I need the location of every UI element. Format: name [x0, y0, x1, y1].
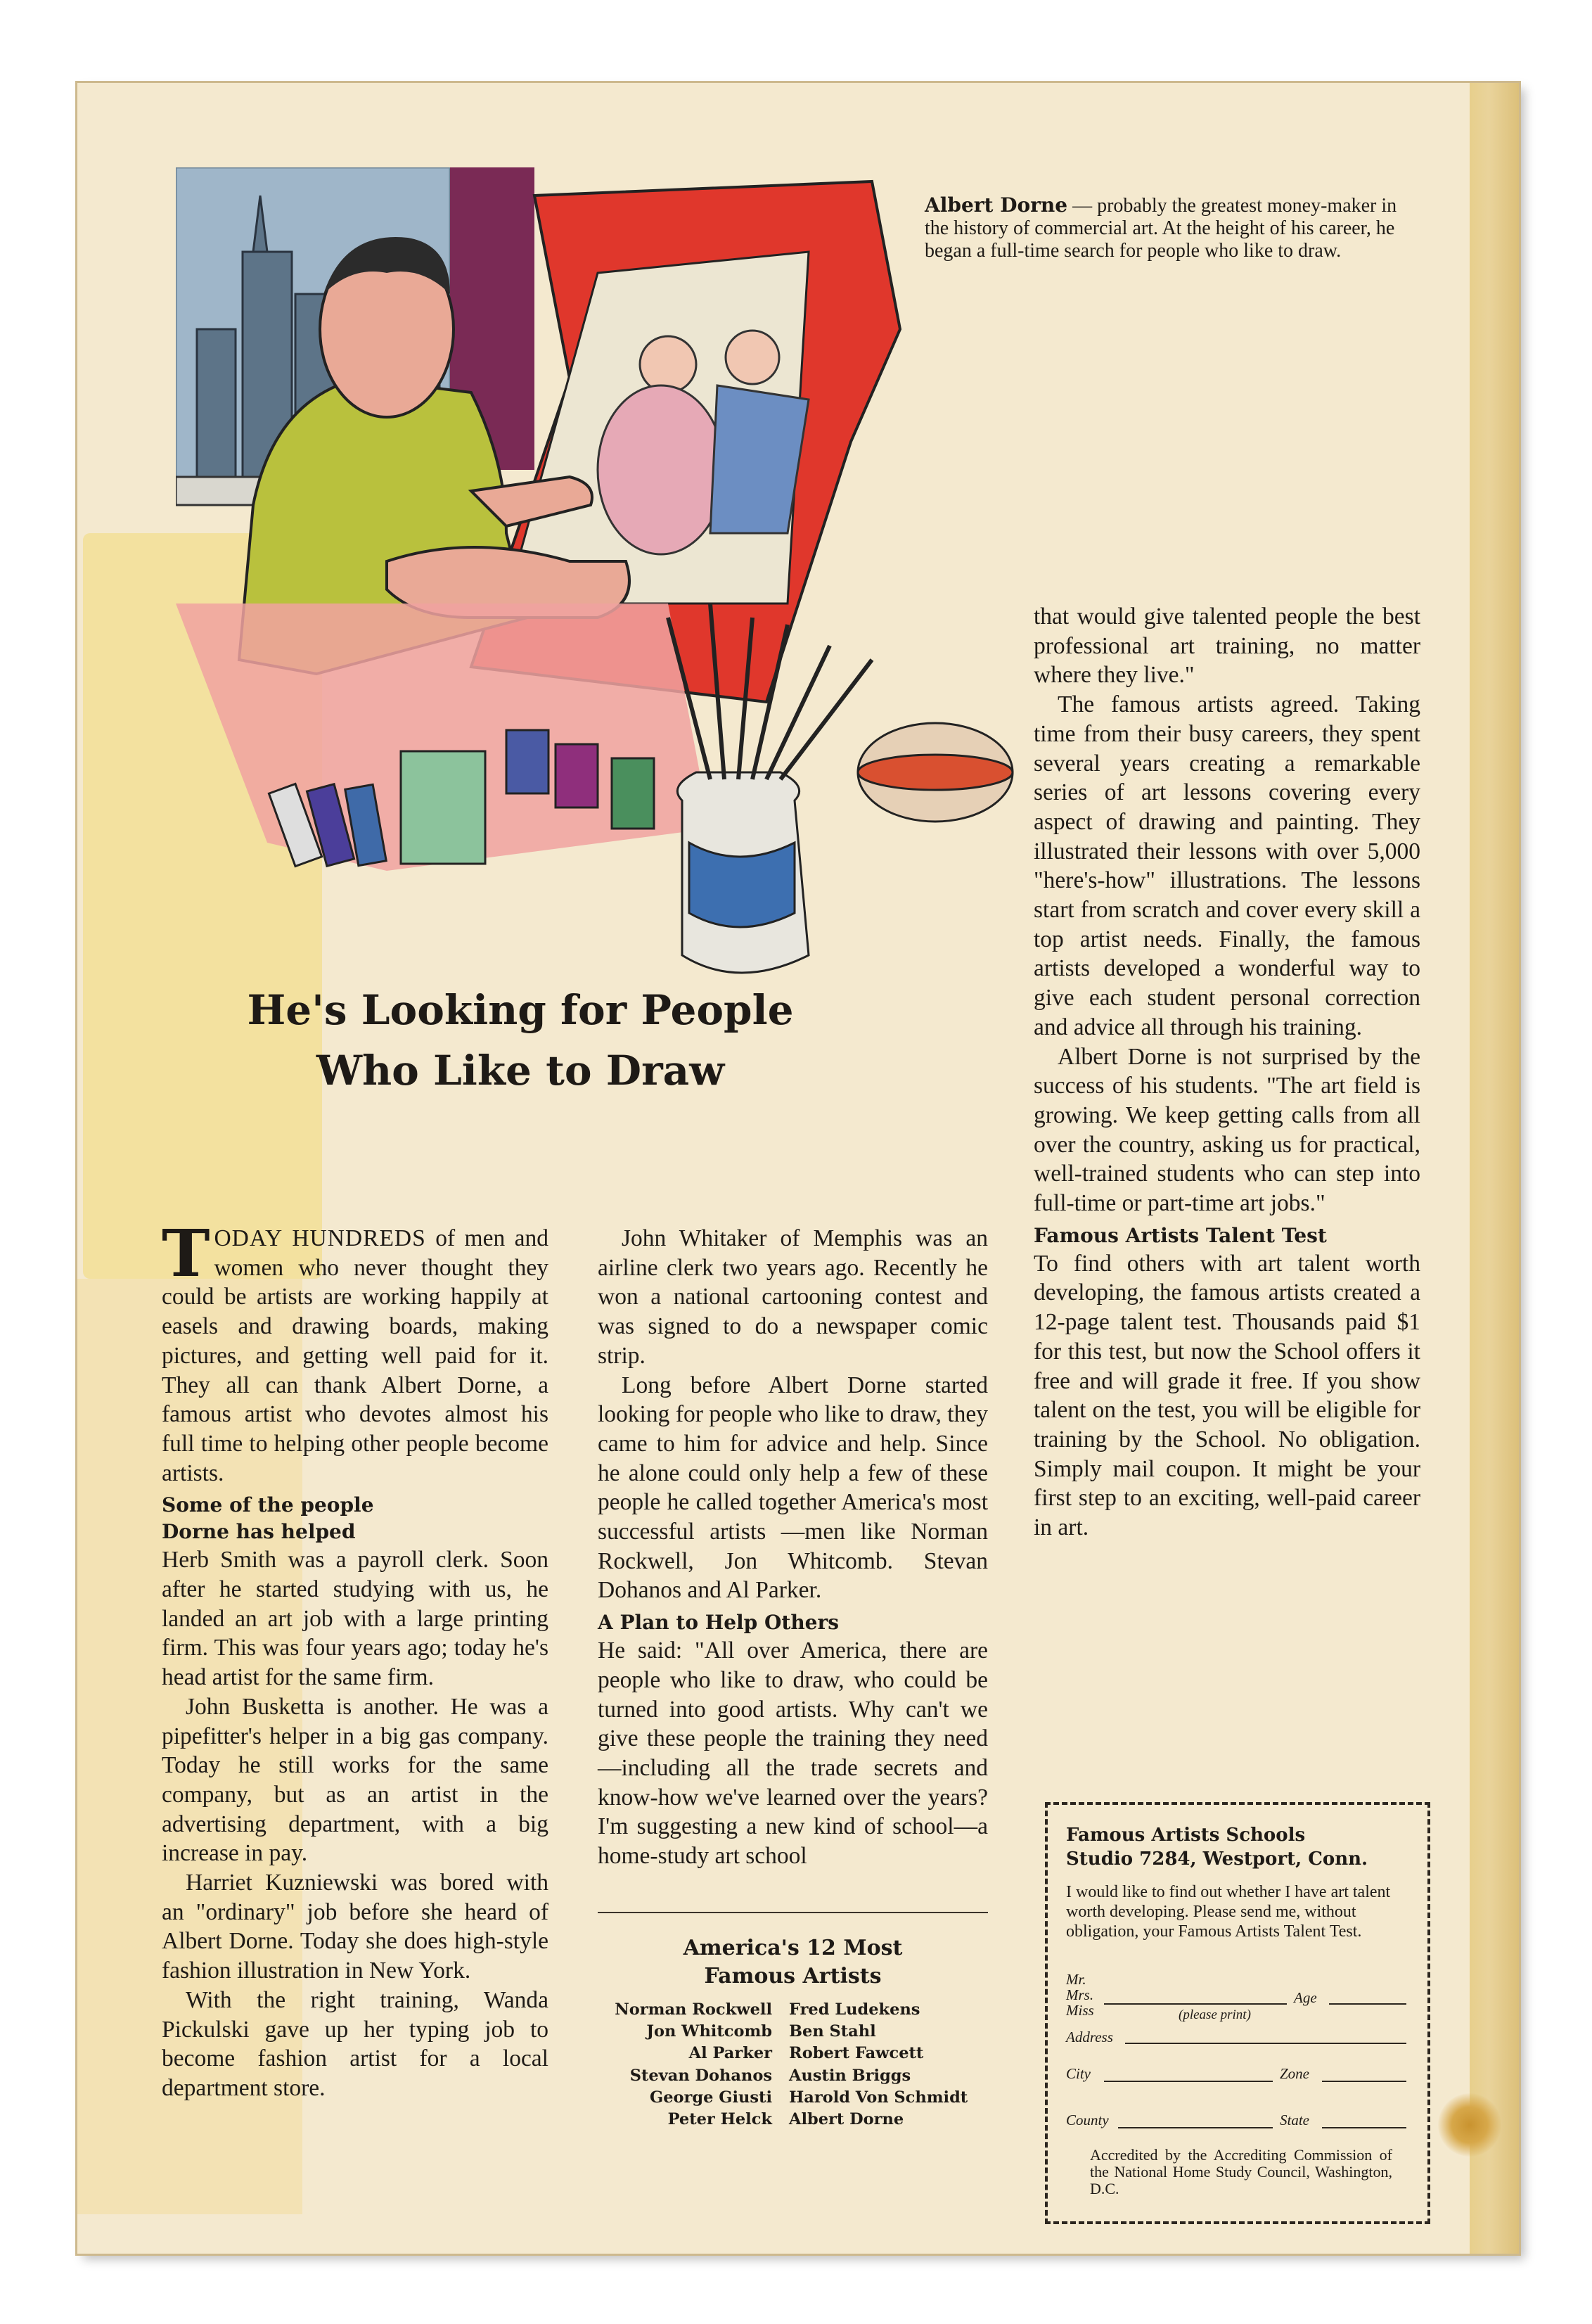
- name-field[interactable]: [1104, 2003, 1287, 2005]
- artist-row: [596, 2109, 1018, 2131]
- artist-row: [596, 2021, 1018, 2043]
- section-heading: A Plan to Help Others: [598, 1611, 840, 1635]
- artist-name: Harold Von Schmidt: [789, 2088, 968, 2107]
- coupon-body: I would like to find out whether I have art talent worth developing. Please send me, without obligation, your Famous Artists Talent Test.: [1066, 1883, 1391, 1941]
- artist-row: [596, 2087, 1018, 2109]
- coupon-header: [1066, 1823, 1418, 1871]
- famous-artists-list: [596, 1999, 1018, 2131]
- accreditation-note: Accredited by the Accrediting Commission of the National Home Study Council, Washington, D.C.: [1090, 2146, 1392, 2197]
- zone-field[interactable]: [1322, 2081, 1406, 2082]
- field-label-county: County: [1066, 2112, 1109, 2128]
- artist-name: Albert Dorne: [789, 2110, 904, 2129]
- coupon-address: Studio 7284, Westport, Conn.: [1066, 1849, 1368, 1870]
- illustration-caption: [925, 194, 1417, 262]
- artist-row: [596, 1999, 1018, 2021]
- lead-in: ODAY HUNDREDS: [214, 1225, 426, 1251]
- artist-name: Al Parker: [688, 2044, 772, 2063]
- title-line: Famous Artists: [704, 1964, 882, 1988]
- artist-name: Norman Rockwell: [615, 2000, 772, 2019]
- section-heading: [162, 1492, 548, 1545]
- section-heading: Famous Artists Talent Test: [1034, 1223, 1327, 1247]
- field-label-age: Age: [1294, 1989, 1317, 2006]
- paper-stain: [1438, 2093, 1501, 2157]
- artist-name: Stevan Dohanos: [629, 2066, 772, 2085]
- artist-name: Austin Briggs: [789, 2066, 911, 2085]
- paragraph: Harriet Kuzniewski was bored with an "ordinary" job before she heard of Albert Dorne. Today she does high-style fashion illustration in New York.: [162, 1870, 548, 1984]
- paragraph: Herb Smith was a payroll clerk. Soon after he started studying with us, he landed an art job with a large printing firm. This was four years ago; today he's head artist for the same firm.: [162, 1547, 548, 1691]
- artist-name: Peter Helck: [667, 2110, 772, 2129]
- headline-line-1: He's Looking for People: [247, 986, 794, 1034]
- article-column-1: [162, 1215, 549, 2103]
- paragraph-text: of men and women who never thought they could be artists are working happily at easels and drawing boards, making pictures, and getting well paid for it. They all can thank Albert Dorne, a famous artist who devotes almost his full time to helping other people become artists.: [162, 1225, 549, 1486]
- address-field[interactable]: [1125, 2043, 1406, 2044]
- article-column-2: [598, 1224, 988, 1871]
- artist-name: Robert Fawcett: [789, 2044, 924, 2063]
- paragraph: John Busketta is another. He was a pipefitter's helper in a big gas company. Today he still works for the same company, but as an artist in the advertising department, with a big increase in pay.: [162, 1693, 548, 1867]
- artist-name: Jon Whitcomb: [646, 2022, 772, 2041]
- caption-name: Albert Dorne: [925, 193, 1068, 217]
- magazine-page: [77, 83, 1519, 2254]
- paragraph: He said: "All over America, there are people who like to draw, who could be turned into good artists. Why can't we give these people the training they need—including all the trade secrets and know-how we've learned over the years? I'm suggesting a new kind of school—a home-study art school: [598, 1637, 988, 1870]
- drop-cap: T: [162, 1215, 210, 1291]
- state-field[interactable]: [1322, 2127, 1406, 2128]
- title-line: America's 12 Most: [683, 1936, 903, 1960]
- artist-name: Fred Ludekens: [789, 2000, 920, 2019]
- coupon-school: Famous Artists Schools: [1066, 1825, 1306, 1846]
- heading-line: Dorne has helped: [162, 1520, 356, 1544]
- famous-artists-title: [598, 1934, 988, 1991]
- field-label-mr: Mr.: [1066, 1971, 1086, 1988]
- article-column-3: [1034, 602, 1420, 1543]
- field-label-miss: Miss: [1066, 2002, 1094, 2019]
- heading-line: Some of the people: [162, 1493, 374, 1517]
- paragraph: that would give talented people the best professional art training, no matter where they live.": [1034, 604, 1420, 689]
- headline: [183, 980, 858, 1101]
- artist-name: Ben Stahl: [789, 2022, 876, 2041]
- paragraph: Albert Dorne is not surprised by the success of his students. "The art field is growing. We keep getting calls from all over the country, asking us for practical, well-trained students who can step into full-time or part-time art jobs.": [1034, 1043, 1420, 1217]
- field-label-zone: Zone: [1280, 2065, 1309, 2082]
- city-field[interactable]: [1104, 2081, 1273, 2082]
- artist-row: [596, 2043, 1018, 2064]
- age-field[interactable]: [1329, 2003, 1406, 2005]
- page-spine: [1470, 83, 1519, 2254]
- field-label-state: State: [1280, 2112, 1309, 2128]
- artist-name: George Giusti: [649, 2088, 772, 2107]
- paragraph: John Whitaker of Memphis was an airline clerk two years ago. Recently he won a national cartooning contest and was signed to do a newspaper comic strip.: [598, 1225, 988, 1369]
- paragraph: Long before Albert Dorne started looking for people who like to draw, they came to him for advice and help. Since he alone could only help a few of these people he called together America's most successful artists —men like Norman Rockwell, Jon Whitcomb. Stevan Dohanos and Al Parker.: [598, 1372, 988, 1604]
- mail-coupon[interactable]: [1045, 1802, 1430, 2224]
- field-label-address: Address: [1066, 2029, 1113, 2045]
- paragraph: To find others with art talent worth developing, the famous artists created a 12-page talent test. Thousands paid $1 for this test, but now the School offers it free and will grade it free. If you show talent on the test, you will be eligible for training by the School. No obligation. Simply mail coupon. It might be your first step to an exciting, well-paid career in art.: [1034, 1250, 1420, 1541]
- county-field[interactable]: [1118, 2127, 1273, 2128]
- paragraph: [162, 1215, 549, 1488]
- divider: [598, 1912, 988, 1913]
- artist-row: [596, 2065, 1018, 2087]
- field-label-city: City: [1066, 2065, 1091, 2082]
- artist-illustration: [176, 167, 1055, 1026]
- please-print-note: (please print): [1179, 2007, 1251, 2022]
- headline-line-2: Who Like to Draw: [316, 1047, 725, 1094]
- paragraph: With the right training, Wanda Pickulski gave up her typing job to become fashion artist for a local department store.: [162, 1986, 548, 2101]
- caption-text: — probably the greatest money-maker in the history of commercial art. At the height of his career, he began a full-time search for people who like to draw.: [925, 195, 1397, 262]
- field-label-mrs: Mrs.: [1066, 1986, 1094, 2003]
- paragraph: The famous artists agreed. Taking time from their busy careers, they spent several years creating a remarkable series of art lessons covering every aspect of drawing and painting. They illustrated their lessons with over 5,000 "here's-how" illustrations. The lessons start from scratch and cover every skill a top artist needs. Finally, the famous artists developed a wonderful way to give each student personal correction and advice all through his training.: [1034, 691, 1420, 1040]
